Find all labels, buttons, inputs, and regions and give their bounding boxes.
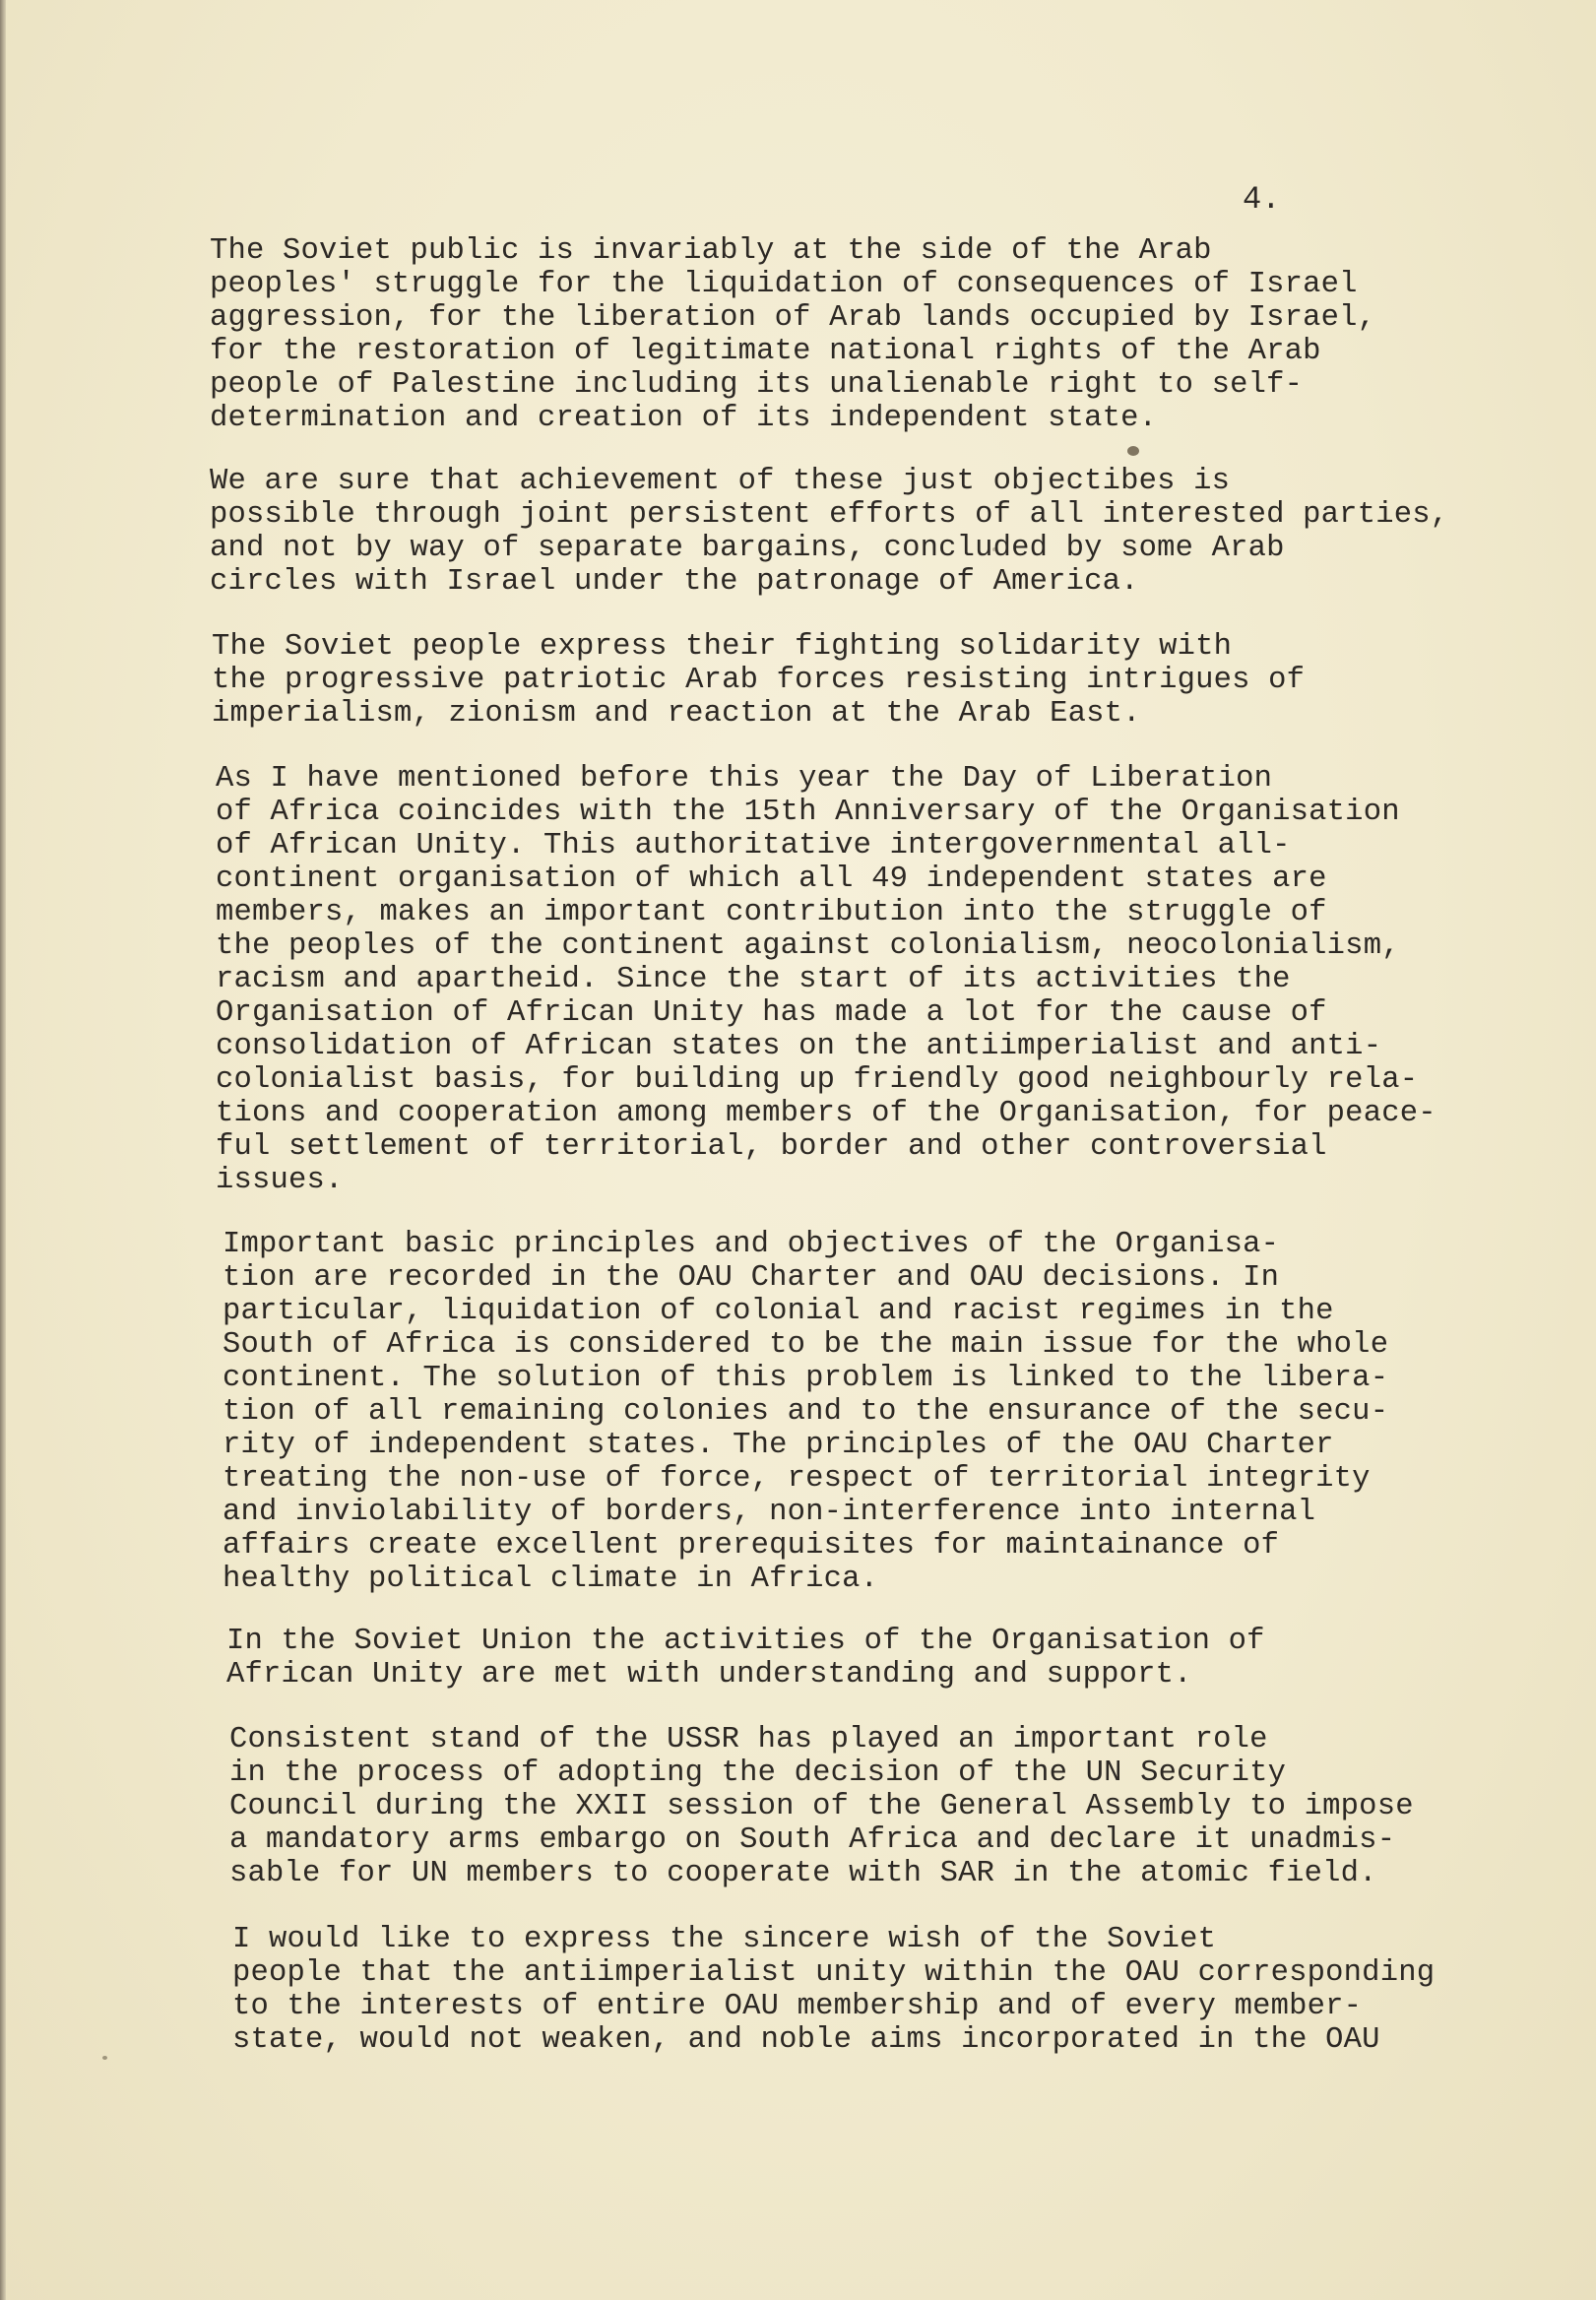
text-line: circles with Israel under the patronage of America. xyxy=(210,565,1139,599)
text-line: people of Palestine including its unalienable right to self- xyxy=(210,368,1304,402)
text-line: in the process of adopting the decision of the UN Security xyxy=(229,1757,1287,1790)
paragraph-soviet-support xyxy=(226,1625,1265,1692)
ink-blot xyxy=(1127,446,1139,456)
text-line: African Unity are met with understanding and support. xyxy=(226,1658,1192,1692)
text-line: tion of all remaining colonies and to the ensurance of the secu- xyxy=(223,1395,1389,1429)
paragraph-solidarity xyxy=(212,630,1305,731)
text-line: ful settlement of territorial, border and other controversial xyxy=(216,1130,1327,1164)
text-line: peoples' struggle for the liquidation of consequences of Israel xyxy=(210,268,1358,301)
text-line: Council during the XXII session of the General Assembly to impose xyxy=(229,1790,1414,1823)
paragraph-sincere-wish xyxy=(232,1923,1435,2057)
paragraph-arab-struggle xyxy=(210,234,1375,435)
text-line: The Soviet public is invariably at the side of the Arab xyxy=(210,234,1212,268)
text-line: and inviolability of borders, non-interference into internal xyxy=(223,1496,1316,1529)
text-line: imperialism, zionism and reaction at the Arab East. xyxy=(212,697,1141,731)
text-line: a mandatory arms embargo on South Africa and declare it unadmis- xyxy=(229,1823,1396,1857)
page-left-edge-shadow xyxy=(0,0,6,2300)
text-line: racism and apartheid. Since the start of its activities the xyxy=(216,963,1291,996)
text-line: the progressive patriotic Arab forces resisting intrigues of xyxy=(212,664,1306,697)
text-line: possible through joint persistent efforts of all interested parties, xyxy=(210,498,1449,532)
paragraph-arms-embargo xyxy=(229,1723,1414,1890)
paragraph-africa-liberation-day xyxy=(216,762,1436,1197)
text-line: issues. xyxy=(216,1164,344,1197)
text-line: In the Soviet Union the activities of the Organisation of xyxy=(226,1625,1265,1658)
text-line: tions and cooperation among members of the Organisation, for peace- xyxy=(216,1097,1436,1130)
text-line: tion are recorded in the OAU Charter and OAU decisions. In xyxy=(223,1261,1280,1295)
text-line: rity of independent states. The principles of the OAU Charter xyxy=(223,1429,1334,1462)
text-line: consolidation of African states on the antiimperialist and anti- xyxy=(216,1030,1382,1063)
text-line: colonialist basis, for building up friendly good neighbourly rela- xyxy=(216,1063,1419,1097)
text-line: for the restoration of legitimate national rights of the Arab xyxy=(210,335,1321,368)
text-line: to the interests of entire OAU membership and of every member- xyxy=(232,1990,1363,2023)
text-line: South of Africa is considered to be the main issue for the whole xyxy=(223,1328,1389,1362)
text-line: of African Unity. This authoritative intergovernmental all- xyxy=(216,829,1291,862)
ink-speck xyxy=(102,2056,107,2060)
paragraph-oau-principles xyxy=(223,1228,1388,1596)
text-line: the peoples of the continent against colonialism, neocolonialism, xyxy=(216,929,1400,963)
text-line: treating the non-use of force, respect of territorial integrity xyxy=(223,1462,1371,1496)
text-line: Consistent stand of the USSR has played an important role xyxy=(229,1723,1268,1757)
text-line: We are sure that achievement of these just objectibes is xyxy=(210,465,1231,498)
text-line: Important basic principles and objectives of the Organisa- xyxy=(223,1228,1280,1261)
text-line: Organisation of African Unity has made a lot for the cause of xyxy=(216,996,1327,1030)
text-line: I would like to express the sincere wish of the Soviet xyxy=(232,1923,1217,1956)
text-line: sable for UN members to cooperate with SAR in the atomic field. xyxy=(229,1857,1377,1890)
text-line: people that the antiimperialist unity within the OAU corresponding xyxy=(232,1956,1436,1990)
text-line: affairs create excellent prerequisites for maintainance of xyxy=(223,1529,1280,1563)
text-line: determination and creation of its independent state. xyxy=(210,402,1158,435)
text-line: continent organisation of which all 49 independent states are xyxy=(216,862,1327,896)
text-line: healthy political climate in Africa. xyxy=(223,1563,879,1596)
text-line: The Soviet people express their fighting solidarity with xyxy=(212,630,1233,664)
page-number: 4. xyxy=(1243,181,1281,218)
text-line: aggression, for the liberation of Arab lands occupied by Israel, xyxy=(210,301,1376,335)
text-line: state, would not weaken, and noble aims incorporated in the OAU xyxy=(232,2023,1380,2057)
text-line: As I have mentioned before this year the Day of Liberation xyxy=(216,762,1273,796)
text-line: particular, liquidation of colonial and racist regimes in the xyxy=(223,1295,1334,1328)
text-line: and not by way of separate bargains, concluded by some Arab xyxy=(210,532,1285,565)
text-line: of Africa coincides with the 15th Anniversary of the Organisation xyxy=(216,796,1400,829)
text-line: members, makes an important contribution into the struggle of xyxy=(216,896,1327,929)
paragraph-joint-efforts xyxy=(210,465,1448,599)
text-line: continent. The solution of this problem is linked to the libera- xyxy=(223,1362,1389,1395)
